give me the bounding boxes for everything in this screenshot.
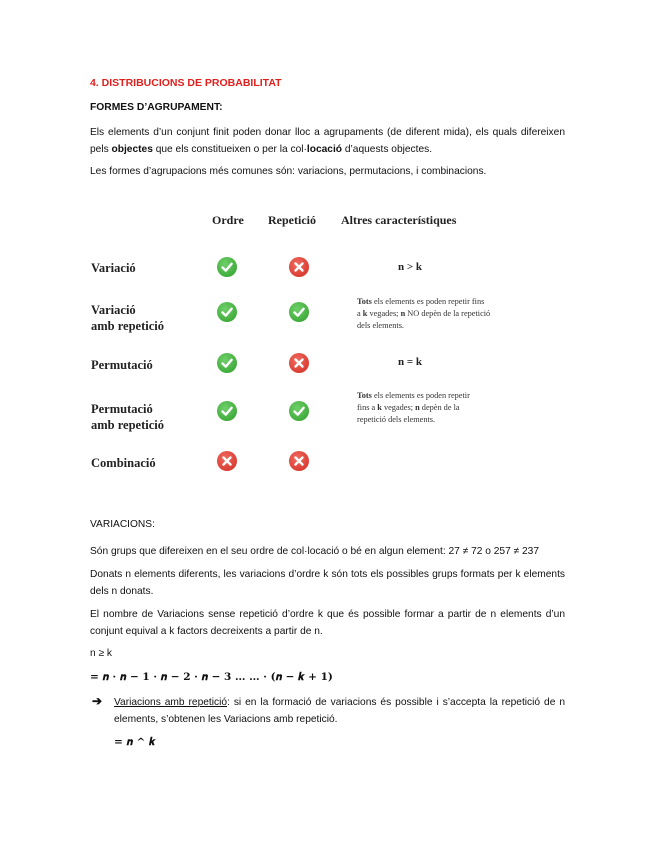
cross-icon xyxy=(289,353,309,373)
note-text: dels elements. xyxy=(357,321,405,330)
bullet-variacions-repeticio xyxy=(114,694,565,728)
cross-icon xyxy=(217,451,237,471)
intro-text-e: d’aquests objectes. xyxy=(342,144,433,155)
note-text: Tots xyxy=(357,297,372,306)
row-label-combinacio xyxy=(91,455,156,471)
note-text: vegades; xyxy=(367,309,401,318)
variacions-p1: Són grups que difereixen en el seu ordre de col·locació o bé en algun element: 27 ≠ 72 o 257 ≠ 237 xyxy=(90,546,539,557)
row-label-text: Combinació xyxy=(91,456,156,470)
cross-icon xyxy=(289,257,309,277)
check-icon xyxy=(289,302,309,322)
note-variacio-repeticio xyxy=(357,296,490,332)
check-icon xyxy=(217,353,237,373)
note-permutacio-repeticio xyxy=(357,390,470,426)
note-text: depèn de la xyxy=(419,403,460,412)
intro-paragraph xyxy=(90,124,565,158)
section-title: 4. DISTRIBUCIONS DE PROBABILITAT xyxy=(90,77,282,89)
arrow-icon: ➔ xyxy=(92,694,103,708)
forms-paragraph: Les formes d’agrupacions més comunes són: variacions, permutacions, i combinacions. xyxy=(90,166,487,177)
row-label-text: Variació xyxy=(91,261,136,275)
note-text: fins a xyxy=(357,403,378,412)
row-label-variacio xyxy=(91,260,136,276)
condition-variacio: n > k xyxy=(398,261,423,273)
header-repeticio: Repetició xyxy=(268,213,316,227)
note-text: n xyxy=(400,309,406,318)
note-text: els elements es poden repetir fins xyxy=(371,297,485,306)
check-icon xyxy=(217,257,237,277)
row-label-variacio-repeticio xyxy=(91,302,164,334)
note-text: k xyxy=(362,309,368,318)
note-text: vegades; xyxy=(381,403,416,412)
check-icon xyxy=(217,401,237,421)
note-text: a xyxy=(357,309,363,318)
cross-icon xyxy=(289,451,309,471)
intro-text-a: Els elements d’un conjunt finit poden donar lloc a agrupaments (de diferent mida), els quals difereixen pels xyxy=(90,127,565,155)
note-text: els elements es poden repetir xyxy=(371,391,470,400)
condition-permutacio: n = k xyxy=(398,356,423,368)
note-text: k xyxy=(377,403,382,412)
check-icon xyxy=(217,302,237,322)
note-text: NO depèn de la repetició xyxy=(405,309,491,318)
bullet-link-text: Variacions amb repetició xyxy=(114,697,228,708)
formula-variacions: = 𝒏 · 𝒏 − 𝟏 · 𝒏 − 𝟐 · 𝒏 − 𝟑 … … · (𝒏 − 𝒌 + 𝟏) xyxy=(90,671,333,683)
note-text: repetició dels elements. xyxy=(357,415,436,424)
row-label-permutacio xyxy=(91,357,153,373)
section-subtitle: FORMES D’AGRUPAMENT: xyxy=(90,102,223,113)
row-label-text-2: amb repetició xyxy=(91,418,165,432)
variacions-p3: El nombre de Variacions sense repetició d’ordre k que és possible formar a partir de n elements d’un conjunt equival a k factors decreixents a partir de n. xyxy=(90,609,565,637)
header-altres: Altres característiques xyxy=(341,213,457,227)
bullet-text: : si en la formació de variacions és possible i s’accepta la repetició de n elements, s’obtenen les Variacions amb repetició. xyxy=(114,697,565,725)
note-text: n xyxy=(415,403,420,412)
row-label-text: Permutació xyxy=(91,402,153,416)
variacions-heading: VARIACIONS: xyxy=(90,519,155,530)
note-text: Tots xyxy=(357,391,372,400)
row-label-text: Variació xyxy=(91,303,136,317)
row-label-permutacio-repeticio xyxy=(91,401,164,433)
intro-text-bold-objectes: objectes xyxy=(111,144,153,155)
intro-text-bold-locacio: locació xyxy=(306,144,343,155)
variacions-p2: Donats n elements diferents, les variacions d’ordre k són tots els possibles grups formats per k elements dels n donats. xyxy=(90,569,565,597)
intro-text-c: que els constitueixen o per la col· xyxy=(152,144,307,155)
header-ordre: Ordre xyxy=(212,213,244,227)
condition-n-ge-k: n ≥ k xyxy=(90,648,113,659)
row-label-text-2: amb repetició xyxy=(91,319,165,333)
row-label-text: Permutació xyxy=(91,358,153,372)
check-icon xyxy=(289,401,309,421)
formula-variacions-repeticio: = 𝒏 ^ 𝒌 xyxy=(114,736,156,748)
